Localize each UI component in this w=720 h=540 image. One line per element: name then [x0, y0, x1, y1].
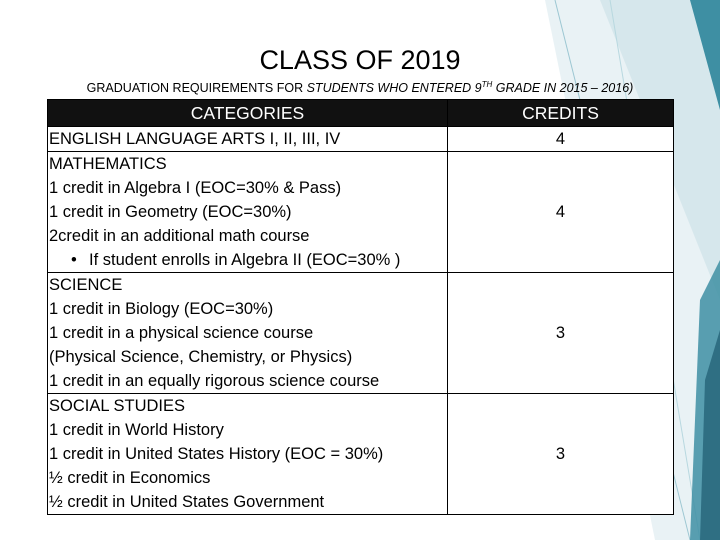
subtitle-superscript: TH	[481, 80, 493, 89]
bullet-line	[49, 248, 447, 272]
category-cell	[48, 273, 448, 394]
detail-line: 2credit in an additional math course	[49, 227, 310, 245]
detail-line: (Physical Science, Chemistry, or Physics)	[49, 348, 353, 366]
detail-line: 1 credit in World History	[49, 421, 224, 439]
subtitle-italic-tail: GRADE IN 2015 – 2016)	[492, 81, 634, 95]
detail-line: 1 credit in a physical science course	[49, 324, 314, 342]
slide-title: CLASS OF 2019	[259, 45, 461, 75]
subtitle-prefix: GRADUATION REQUIREMENTS FOR	[86, 81, 307, 95]
detail-line: ½ credit in Economics	[49, 469, 211, 487]
header-credits: CREDITS	[448, 100, 674, 127]
category-english: ENGLISH LANGUAGE ARTS I, II, III, IV	[49, 130, 341, 148]
credits-social-studies: 3	[448, 394, 674, 515]
category-social-studies: SOCIAL STUDIES	[49, 397, 186, 415]
table-row-social-studies	[48, 394, 674, 515]
category-mathematics: MATHEMATICS	[49, 155, 167, 173]
table-header-row	[48, 100, 674, 127]
header-categories: CATEGORIES	[48, 100, 448, 127]
detail-line: 1 credit in an equally rigorous science course	[49, 372, 380, 390]
category-cell	[48, 152, 448, 273]
credits-mathematics: 4	[448, 152, 674, 273]
slide-subtitle	[30, 80, 690, 96]
requirements-table	[47, 99, 674, 515]
table-row-english	[48, 127, 674, 152]
category-science: SCIENCE	[49, 276, 123, 294]
category-cell	[48, 394, 448, 515]
bullet-text: If student enrolls in Algebra II (EOC=30% )	[89, 251, 401, 269]
detail-line: 1 credit in Biology (EOC=30%)	[49, 300, 274, 318]
category-cell	[48, 127, 448, 152]
detail-line: 1 credit in United States History (EOC = 30%)	[49, 445, 384, 463]
subtitle-italic-lead: STUDENTS WHO ENTERED 9	[306, 81, 482, 95]
credits-english: 4	[448, 127, 674, 152]
table-row-science	[48, 273, 674, 394]
detail-line: ½ credit in United States Government	[49, 493, 325, 511]
detail-line: 1 credit in Algebra I (EOC=30% & Pass)	[49, 179, 342, 197]
credits-science: 3	[448, 273, 674, 394]
bullet-icon: •	[71, 251, 77, 269]
table-row-mathematics	[48, 152, 674, 273]
detail-line: 1 credit in Geometry (EOC=30%)	[49, 203, 292, 221]
